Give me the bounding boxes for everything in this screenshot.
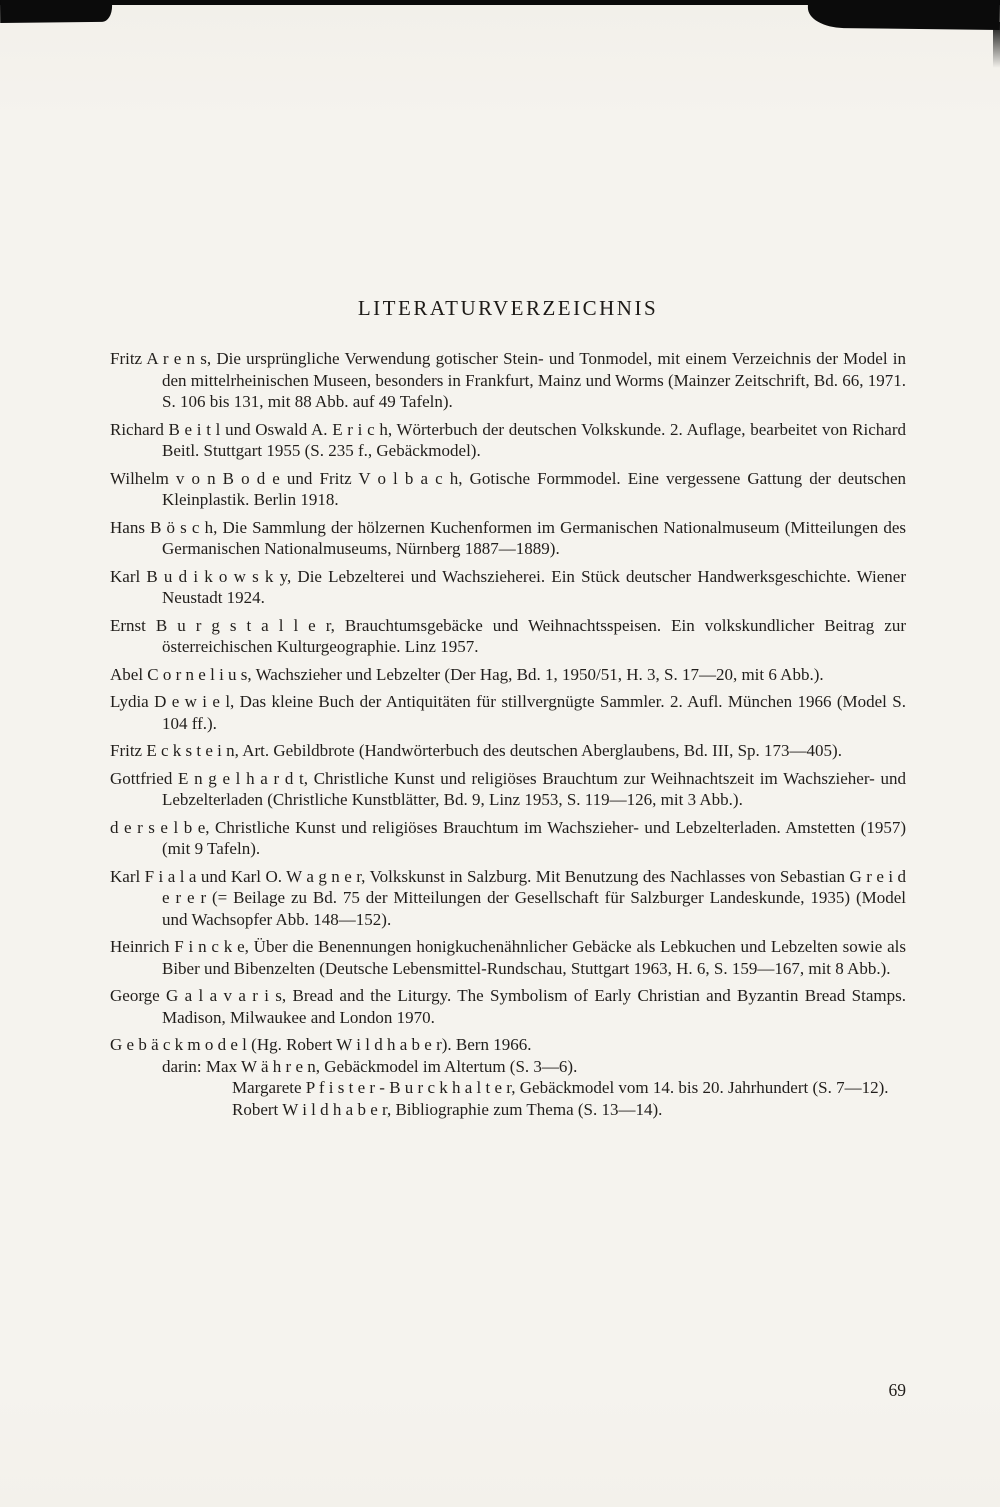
bibliography-entry: Karl F i a l a und Karl O. W a g n e r, Volkskunst in Salzburg. Mit Benutzung des Nachlasses von Sebastian G r e i d e r e r (= Beilage zu Bd. 75 der Mitteilungen der Gesellschaft für Salzburger Landeskunde, 1935) (Model und Wachsopfer Abb. 148—152). <box>110 866 906 929</box>
bibliography-entry: Richard B e i t l und Oswald A. E r i c h, Wörterbuch der deutschen Volkskunde. 2. Auflage, bearbeitet von Richard Beitl. Stuttgart 1955 (S. 235 f., Gebäckmodel). <box>110 419 906 460</box>
bibliography-entry: Fritz A r e n s, Die ursprüngliche Verwendung gotischer Stein- und Tonmodel, mit einem Verzeichnis der Model in den mittelrheinischen Museen, besonders in Frankfurt, Mainz und Worms (Mainzer Zeitschrift, Bd. 66, 1971. S. 106 bis 131, mit 88 Abb. auf 49 Tafeln). <box>110 349 906 411</box>
bibliography-entry: Margarete P f i s t e r - B u r c k h a l t e r, Gebäckmodel vom 14. bis 20. Jahrhundert (S. 7—12). <box>232 1078 889 1097</box>
page-content <box>110 296 906 1120</box>
bibliography-entry: Karl B u d i k o w s k y, Die Lebzelterei und Wachszieherei. Ein Stück deutscher Handwerksgeschichte. Wiener Neustadt 1924. <box>110 566 906 607</box>
bibliography-entry: Gottfried E n g e l h a r d t, Christliche Kunst und religiöses Brauchtum zur Weihnachtszeit im Wachszieher- und Lebzelterladen (Christliche Kunstblätter, Bd. 9, Linz 1953, S. 119—126, mit 3 Abb.). <box>110 768 906 809</box>
bibliography-entry: Abel C o r n e l i u s, Wachszieher und Lebzelter (Der Hag, Bd. 1, 1950/51, H. 3, S. 17—20, mit 6 Abb.). <box>110 664 824 684</box>
bibliography-list <box>110 348 906 1120</box>
bibliography-entry: darin: Max W ä h r e n, Gebäckmodel im Altertum (S. 3—6). <box>162 1056 578 1076</box>
bibliography-entry: Ernst B u r g s t a l l e r, Brauchtumsgebäcke und Weihnachtsspeisen. Ein volkskundlicher Beitrag zur österreichischen Kulturgeographie. Linz 1957. <box>110 615 906 656</box>
bibliography-entry: G e b ä c k m o d e l (Hg. Robert W i l d h a b e r). Bern 1966. <box>110 1035 532 1054</box>
bibliography-entry: d e r s e l b e, Christliche Kunst und religiöses Brauchtum im Wachszieher- und Lebzelterladen. Amstetten (1957) (mit 9 Tafeln). <box>110 817 906 858</box>
bibliography-entry: Wilhelm v o n B o d e und Fritz V o l b a c h, Gotische Formmodel. Eine vergessene Gattung der deutschen Kleinplastik. Berlin 1918. <box>110 468 906 509</box>
bibliography-entry: Heinrich F i n c k e, Über die Benennungen honigkuchenähnlicher Gebäcke als Lebkuchen und Lebzelten sowie als Biber und Bibenzelten (Deutsche Lebensmittel-Rundschau, Stuttgart 1963, H. 6, S. 159—167, mit 8 Abb.). <box>110 937 906 978</box>
page-title: LITERATURVERZEICHNIS <box>357 296 659 320</box>
page-number: 69 <box>888 1380 906 1400</box>
scan-artifact-right-edge <box>993 22 1000 68</box>
bibliography-entry: Fritz E c k s t e i n, Art. Gebildbrote (Handwörterbuch des deutschen Aberglaubens, Bd. III, Sp. 173—405). <box>110 741 842 760</box>
bibliography-entry: George G a l a v a r i s, Bread and the Liturgy. The Symbolism of Early Christian and Byzantin Bread Stamps. Madison, Milwaukee and London 1970. <box>110 986 906 1027</box>
bibliography-entry: Hans B ö s c h, Die Sammlung der hölzernen Kuchenformen im Germanischen Nationalmuseum (Mitteilungen des Germanischen Nationalmuseums, Nürnberg 1887—1889). <box>110 517 906 558</box>
bibliography-entry: Robert W i l d h a b e r, Bibliographie zum Thema (S. 13—14). <box>232 1099 663 1119</box>
scan-artifact-top-left <box>0 0 112 23</box>
bibliography-entry: Lydia D e w i e l, Das kleine Buch der Antiquitäten für stillvergnügte Sammler. 2. Aufl. München 1966 (Model S. 104 ff.). <box>110 692 906 733</box>
scan-artifact-top-right <box>808 0 1000 30</box>
